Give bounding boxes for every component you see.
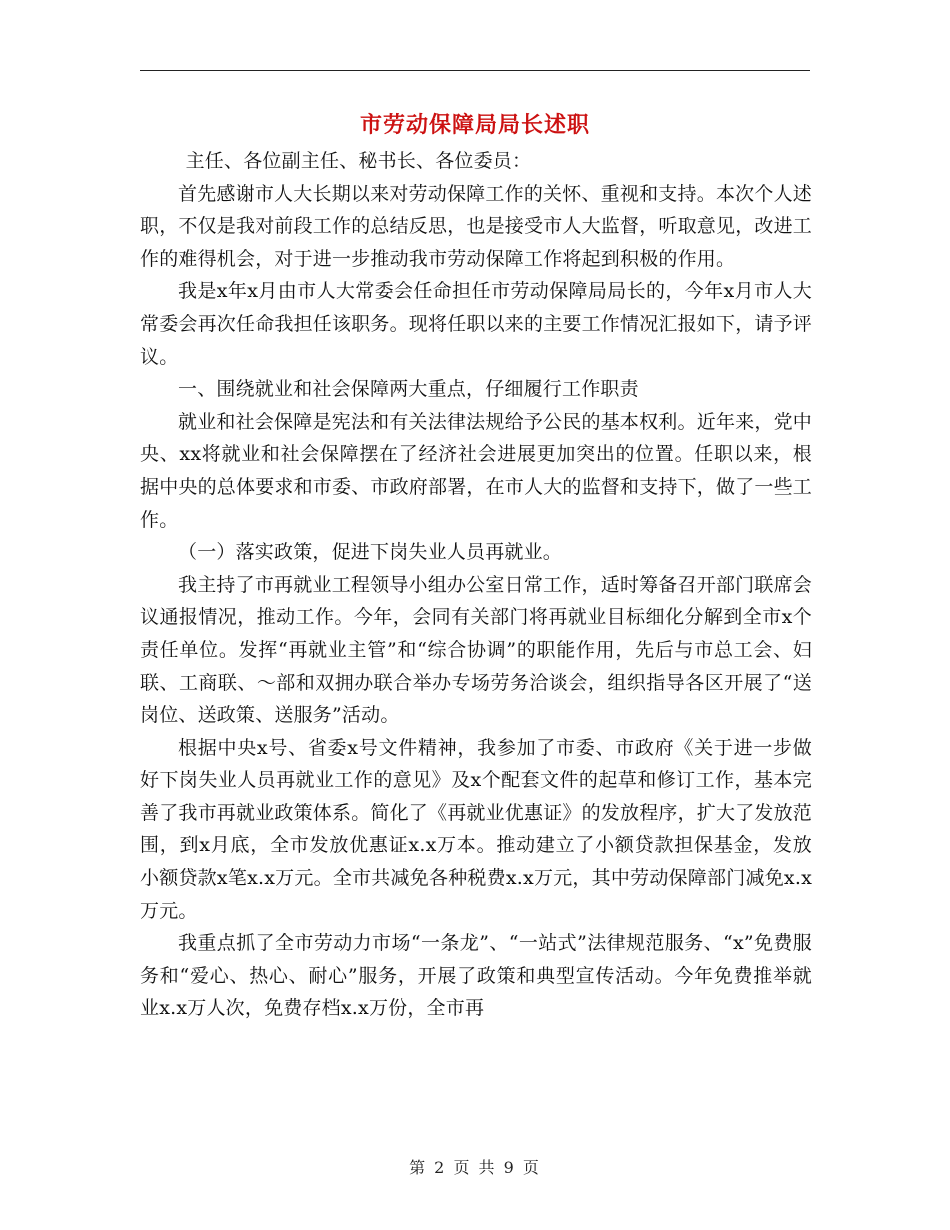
section-heading-1: 一、围绕就业和社会保障两大重点，仔细履行工作职责 xyxy=(178,378,639,401)
document-body xyxy=(140,145,812,1025)
subsection-heading-1: （一）落实政策，促进下岗失业人员再就业。 xyxy=(178,541,563,564)
paragraph-employment-rights: 就业和社会保障是宪法和有关法律法规给予公民的基本权利。近年来，党中央、xx将就业和社会保障摆在了经济社会进展更加突出的位置。任职以来，根据中央的总体要求和市委、市政府部署，在市人大的监督和支持下，做了一些工作。 xyxy=(140,410,813,531)
page-number-footer: 第 2 页 共 9 页 xyxy=(409,1158,541,1177)
document-title: 市劳动保障局局长述职 xyxy=(359,112,590,138)
header-rule xyxy=(140,70,810,71)
paragraph-salutation: 主任、各位副主任、秘书长、各位委员： xyxy=(185,150,532,172)
paragraph-appointment: 我是x年x月由市人大常委会任命担任市劳动保障局局长的，今年x月市人大常委会再次任命我担任该职务。现将任职以来的主要工作情况汇报如下，请予评议。 xyxy=(140,280,813,368)
paragraph-reemployment-office: 我主持了市再就业工程领导小组办公室日常工作，适时筹备召开部门联席会议通报情况，推动工作。今年，会同有关部门将再就业目标细化分解到全市x个责任单位。发挥“再就业主管”和“综合协调”的职能作用，先后与市总工会、妇联、工商联、～部和双拥办联合举办专场劳务洽谈会，组织指导各区开展了“送岗位、送政策、送服务”活动。 xyxy=(140,573,812,727)
paragraph-thanks: 首先感谢市人大长期以来对劳动保障工作的关怀、重视和支持。本次个人述职，不仅是我对前段工作的总结反思，也是接受市人大监督，听取意见，改进工作的难得机会，对于进一步推动我市劳动保障工作将起到积极的作用。 xyxy=(140,182,813,270)
paragraph-labor-market: 我重点抓了全市劳动力市场“一条龙”、“一站式”法律规范服务、“x”免费服务和“爱心、热心、耐心”服务，开展了政策和典型宣传活动。今年免费推举就业x.x万人次，免费存档x.x万份，全市再 xyxy=(140,932,812,1020)
paragraph-policy-documents: 根据中央x号、省委x号文件精神，我参加了市委、市政府《关于进一步做好下岗失业人员再就业工作的意见》及x个配套文件的起草和修订工作，基本完善了我市再就业政策体系。简化了《再就业优惠证》的发放程序，扩大了发放范围，到x月底，全市发放优惠证x.x万本。推动建立了小额贷款担保基金，发放小额贷款x笔x.x万元。全市共减免各种税费x.x万元，其中劳动保障部门减免x.x万元。 xyxy=(140,736,813,922)
